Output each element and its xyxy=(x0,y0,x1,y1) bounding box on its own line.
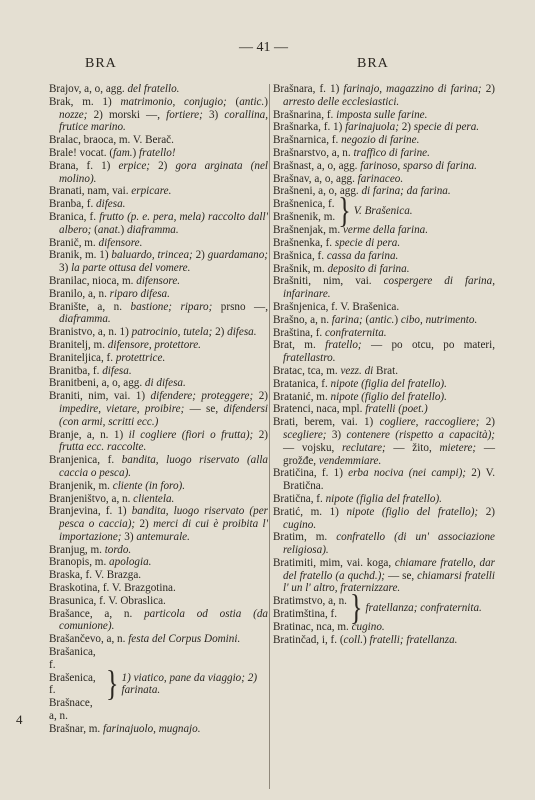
entry-text: ) xyxy=(120,223,127,236)
dictionary-entry xyxy=(49,134,268,147)
entry-text: Braska, f. V. Brazga. xyxy=(49,569,142,582)
entry-definition-italic: contenere (rispetto a capacità); xyxy=(346,428,495,441)
entry-text: Brašnica, f. xyxy=(273,249,327,262)
entry-definition-italic: verme della farina. xyxy=(342,224,429,237)
entry-text: Brašno, a, n. xyxy=(273,313,332,326)
entry-text: Branopis, m. xyxy=(49,556,110,569)
entry-definition-italic: fratello! xyxy=(139,146,176,159)
entry-text: Brašnarina, f. xyxy=(273,108,337,121)
entry-text: ) xyxy=(132,146,140,159)
dictionary-entry xyxy=(49,608,268,634)
dictionary-entry xyxy=(49,288,268,301)
dictionary-entry xyxy=(49,582,268,595)
entry-definition-italic: difendersi (con armi, scritti ecc.) xyxy=(59,402,268,428)
entry-definition-italic: vendemmiare. xyxy=(318,454,382,467)
entry-text: Branik, m. 1) xyxy=(49,249,112,262)
entry-definition-italic: scegliere; xyxy=(283,428,327,441)
entry-text: Bratanić, m. xyxy=(273,390,331,403)
dictionary-entry xyxy=(49,339,268,352)
dictionary-entry xyxy=(49,377,268,390)
entry-definition-italic: antic. xyxy=(239,95,265,108)
entry-text: Brašnar, m. xyxy=(49,722,104,735)
entry-text: Branjug, m. xyxy=(49,543,105,556)
entry-definition-italic: di farina; da farina. xyxy=(361,185,451,198)
entry-text: Bratanica, f. xyxy=(273,377,331,390)
entry-text: Braniti, nim, vai. 1) xyxy=(49,390,151,403)
dictionary-entry xyxy=(49,96,268,134)
entry-definition-italic: cogliere, raccogliere; xyxy=(379,416,480,429)
dictionary-entry xyxy=(49,301,268,327)
dictionary-entry xyxy=(273,365,495,378)
entry-text: Bratinac, nca, m. xyxy=(273,621,352,634)
left-column xyxy=(49,83,268,736)
entry-definition-italic: farinajuola; xyxy=(345,121,399,134)
entry-definition-italic: fratellastro. xyxy=(283,352,336,365)
dictionary-entry xyxy=(273,403,495,416)
entry-text: — se, xyxy=(184,402,224,415)
entry-text: Bratac, tca, m. xyxy=(273,364,341,377)
entry-text: 2) xyxy=(479,416,495,429)
entry-definition-italic: corallina, frutice marino. xyxy=(59,108,268,134)
entry-text: Brašnast, a, o, agg. xyxy=(273,159,361,172)
entry-text: Bratić, m. 1) xyxy=(273,505,347,518)
entry-text: ( xyxy=(91,223,98,236)
entry-definition-italic: specie di pera. xyxy=(413,121,480,134)
entry-text: Brašneni, a, o, agg. xyxy=(273,185,362,198)
dictionary-entry xyxy=(273,391,495,404)
entry-text: Brašnenjak, m. xyxy=(273,224,343,237)
entry-text: Branitbeni, a, o, agg. xyxy=(49,377,145,390)
entry-text: Branistvo, a, n. 1) xyxy=(49,326,132,339)
dictionary-entry xyxy=(49,505,268,543)
entry-definition-italic: difensore, protettore. xyxy=(107,338,201,351)
entry-definition-italic: deposito di farina. xyxy=(327,262,410,275)
entry-text: ( xyxy=(362,313,370,326)
entry-text: Braskotina, f. V. Brazgotina. xyxy=(49,582,176,595)
entry-text: Branati, nam, vai. xyxy=(49,185,132,198)
dictionary-entry xyxy=(273,621,495,634)
entry-headword: Brašnenica, f. xyxy=(273,198,335,211)
entry-text: 3) xyxy=(202,108,225,121)
entry-text: 2) xyxy=(481,83,495,95)
dictionary-entry xyxy=(49,326,268,339)
entry-definition-italic: nozze; xyxy=(59,108,88,121)
dictionary-entry xyxy=(273,109,495,122)
brace-symbol: } xyxy=(338,190,351,231)
entry-definition-italic: diaframma. xyxy=(59,313,111,326)
dictionary-entry xyxy=(49,556,268,569)
entry-definition-italic: tordo. xyxy=(104,543,132,556)
entry-headword: Bratimstvo, a, n. xyxy=(273,595,347,608)
entry-definition-italic: difensore. xyxy=(136,274,181,287)
entry-text: Branitba, f. xyxy=(49,364,103,377)
entry-text: 2) xyxy=(478,505,496,518)
entry-text: Brajov, a, o, agg. xyxy=(49,83,128,95)
entry-definition-italic: frutta ecc. raccolte. xyxy=(59,441,147,454)
entry-definition-italic: cliente (in foro). xyxy=(112,479,186,492)
entry-text: Bratična, f. xyxy=(273,492,326,505)
dictionary-entry xyxy=(49,160,268,186)
entry-definition-italic: diaframma. xyxy=(126,223,179,236)
entry-definition-italic: bandita, luogo riservato (per pesca o caccia); xyxy=(59,505,268,531)
dictionary-entry xyxy=(49,429,268,455)
entry-text: Branilo, a, n. xyxy=(49,287,110,300)
dictionary-entry xyxy=(49,633,268,646)
entry-text: Braniteljica, f. xyxy=(49,351,116,364)
dictionary-entry xyxy=(273,467,495,493)
entry-text: Branitelj, m. xyxy=(49,338,108,351)
dictionary-entry xyxy=(49,249,268,275)
entry-text: — po otcu, po materi, xyxy=(361,339,495,352)
entry-text: Brašniti, nim, vai. xyxy=(273,275,384,288)
group-definition: V. Brašenica. xyxy=(353,204,413,217)
entry-text: 2) xyxy=(253,428,268,441)
entry-text: Bratim, m. xyxy=(273,531,337,544)
entry-definition-italic: farinoso, sparso di farina. xyxy=(360,159,477,172)
entry-text: — vojsku, xyxy=(283,441,343,454)
dictionary-entry xyxy=(49,83,268,96)
group-definition: fratellanza; confraternita. xyxy=(365,601,482,614)
entry-text: 2) V. Bratična. xyxy=(283,467,495,493)
entry-text: Brak, m. 1) xyxy=(49,95,121,108)
dictionary-entry xyxy=(273,327,495,340)
entry-text: Brat, m. xyxy=(273,339,326,352)
entry-text: Brašnarnica, f. xyxy=(273,134,342,147)
entry-definition-italic: farinajuolo, mugnajo. xyxy=(103,722,201,735)
entry-text: ( xyxy=(226,95,240,108)
dictionary-entry xyxy=(273,160,495,173)
entry-definition-italic: baluardo, trincea; xyxy=(111,249,193,262)
entry-text: Braština, f. xyxy=(273,326,325,339)
dictionary-entry xyxy=(273,134,495,147)
entry-text: Bratinčad, i, f. ( xyxy=(273,634,344,647)
entry-text: Brašnik, m. xyxy=(273,262,328,275)
brace-symbol: } xyxy=(349,587,363,628)
entry-text: 3) xyxy=(326,428,347,441)
dictionary-entry xyxy=(273,531,495,557)
entry-definition-italic: difesa. xyxy=(227,326,257,339)
entry-definition-italic: traffico di farine. xyxy=(353,146,430,159)
dictionary-entry xyxy=(273,557,495,595)
dictionary-entry xyxy=(49,198,268,211)
dictionary-entry xyxy=(49,275,268,288)
entry-definition-italic: del fratello. xyxy=(127,83,180,95)
entry-text: Branjeništvo, a, n. xyxy=(49,492,134,505)
right-column xyxy=(273,83,495,647)
entry-definition-italic: fratelli; fratellanza. xyxy=(369,634,458,647)
entry-text: 2) xyxy=(192,249,208,262)
dictionary-entry xyxy=(49,454,268,480)
entry-definition-italic: particola od ostia (da comunione). xyxy=(59,607,268,633)
entry-text: Branjenica, f. xyxy=(49,454,122,467)
entry-text: Brašnav, a, o, agg. xyxy=(273,172,358,185)
dictionary-entry xyxy=(273,493,495,506)
entry-definition-italic: chiamare fratello, dar del fratello (a quchd.); xyxy=(283,556,496,582)
entry-text: Bratimiti, mim, vai. koga, xyxy=(273,556,395,569)
entry-definition-italic: fratelli (poet.) xyxy=(365,403,428,416)
entry-definition-italic: impedire, vietare, proibire; xyxy=(59,402,185,415)
entry-definition-italic: nipote (figlia del fratello). xyxy=(325,492,442,505)
dictionary-entry xyxy=(273,121,495,134)
entry-text: 3) xyxy=(121,530,137,543)
entry-text: Branba, f. xyxy=(49,198,97,211)
entry-text: Brana, f. 1) xyxy=(49,159,119,172)
entry-definition-italic: anat. xyxy=(97,223,121,236)
entry-text: Brašance, a, n. xyxy=(49,607,145,620)
entry-text: Bralac, braoca, m. V. Berač. xyxy=(49,134,174,147)
dictionary-entry xyxy=(273,416,495,467)
margin-number: 4 xyxy=(16,712,23,727)
entry-text: 3) xyxy=(59,262,72,275)
entry-definition-italic: apologia. xyxy=(109,556,152,569)
dictionary-entry xyxy=(273,263,495,276)
entry-text: 2) xyxy=(398,121,414,134)
entry-definition-italic: vezz. di xyxy=(340,364,374,377)
entry-text: ) xyxy=(363,634,370,647)
entry-definition-italic: bandita, luogo riservato (alla caccia o pesca). xyxy=(59,454,268,479)
entry-definition-italic: gora arginata (nel molino). xyxy=(59,159,268,185)
entry-definition-italic: cospergere di farina, infarinare. xyxy=(283,275,495,301)
dictionary-entry xyxy=(49,480,268,493)
entry-definition-italic: difesa. xyxy=(96,198,126,211)
entry-headword: Brašnenik, m. xyxy=(273,211,336,224)
entry-headword: Bratimština, f. xyxy=(273,608,338,621)
dictionary-entry xyxy=(273,224,495,237)
entry-headword: Brašnace, a, n. xyxy=(49,697,93,723)
entry-text: Branilac, nioca, m. xyxy=(49,274,137,287)
entry-definition-italic: antemurale. xyxy=(136,530,190,543)
entry-text: Brašnenka, f. xyxy=(273,236,335,249)
entry-text: prsno —, xyxy=(212,300,268,313)
entry-text: Branje, a, n. 1) xyxy=(49,428,129,441)
entry-definition-italic: di difesa. xyxy=(144,377,186,390)
dictionary-entry xyxy=(273,185,495,198)
entry-definition-italic: coll. xyxy=(343,634,364,647)
entry-text: ) xyxy=(264,95,268,108)
entry-definition-italic: cassa da farina. xyxy=(326,249,399,262)
entry-definition-italic: difendere; proteggere; xyxy=(150,390,254,403)
entry-text: Brasunica, f. V. Obraslica. xyxy=(49,594,166,607)
entry-definition-italic: erba nociva (nei campi); xyxy=(348,467,467,480)
entry-definition-italic: guardamano; xyxy=(207,249,268,262)
dictionary-entry xyxy=(49,493,268,506)
entry-definition-italic: difesa. xyxy=(102,364,132,377)
entry-definition-italic: fam. xyxy=(113,146,133,159)
dictionary-entry xyxy=(49,569,268,582)
entry-text: Brašnjenica, f. V. Brašenica. xyxy=(273,300,400,313)
entry-definition-italic: nipote (figlio del fratello); xyxy=(346,505,479,518)
entry-definition-italic: erpicare. xyxy=(131,185,172,198)
column-divider xyxy=(269,84,270,789)
entry-text: Branica, f. xyxy=(49,210,100,223)
entry-text: Brašnara, f. 1) xyxy=(273,83,344,95)
brace-symbol: } xyxy=(106,663,119,705)
entry-text: — žito, xyxy=(385,441,440,454)
entry-definition-italic: protettrice. xyxy=(115,351,166,364)
entry-text: Branjenik, m. xyxy=(49,479,113,492)
dictionary-entry xyxy=(49,365,268,378)
entry-text: 2) morski —, xyxy=(87,108,167,121)
entry-text: Brašnarstvo, a, n. xyxy=(273,146,354,159)
entry-definition-italic: chiamarsi fratelli l' un l' altro, fraternizzare. xyxy=(283,569,495,595)
dictionary-entry xyxy=(273,173,495,186)
dictionary-entry xyxy=(273,339,495,365)
entry-definition-italic: festa del Corpus Domini. xyxy=(128,633,241,646)
entry-definition-italic: patrocinio, tutela; xyxy=(131,326,213,339)
entry-definition-italic: cugino. xyxy=(351,621,385,634)
dictionary-entry xyxy=(49,352,268,365)
entry-definition-italic: antic. xyxy=(369,313,395,326)
entry-text: Brašnarka, f. 1) xyxy=(273,121,346,134)
braced-entry-group xyxy=(49,646,268,723)
entry-text: Brat. xyxy=(373,364,398,377)
dictionary-entry xyxy=(49,147,268,160)
dictionary-entry xyxy=(49,237,268,250)
dictionary-entry xyxy=(273,506,495,532)
entry-definition-italic: frutto (p. e. pera, mela) raccolto dall' albero; xyxy=(59,210,268,236)
dictionary-entry xyxy=(49,211,268,237)
entry-definition-italic: negozio di farine. xyxy=(341,134,420,147)
dictionary-entry xyxy=(273,275,495,301)
entry-definition-italic: bastione; riparo; xyxy=(130,300,213,313)
entry-definition-italic: confratello (di un' associazione religiosa). xyxy=(283,531,495,557)
entry-definition-italic: cibo, nutrimento. xyxy=(400,313,478,326)
entry-text: Bratenci, naca, mpl. xyxy=(273,403,366,416)
entry-definition-italic: reclutare; xyxy=(342,441,386,454)
entry-definition-italic: la parte ottusa del vomere. xyxy=(71,262,191,275)
page-number: — 41 — xyxy=(239,40,288,55)
entry-definition-italic: merci di cui è proibita l' importazione; xyxy=(59,518,268,543)
entry-text: 2) xyxy=(135,518,154,531)
entry-text: — grožđe, xyxy=(283,441,495,467)
entry-text: — se, xyxy=(385,569,418,582)
dictionary-entry xyxy=(273,83,495,109)
entry-definition-italic: specie di pera. xyxy=(334,236,401,249)
dictionary-entry xyxy=(273,314,495,327)
entry-definition-italic: il cogliere (fiori o frutta); xyxy=(128,428,254,441)
entry-text: Brati, berem, vai. 1) xyxy=(273,416,380,429)
entry-definition-italic: nipote (figlio del fratello). xyxy=(330,390,447,403)
header-right-guideword: BRA xyxy=(357,56,389,71)
dictionary-entry xyxy=(49,723,268,736)
running-header xyxy=(0,40,535,71)
group-definition: 1) viatico, pane da viaggio; 2) farinata. xyxy=(121,671,258,697)
entry-definition-italic: fortiere; xyxy=(166,108,203,121)
entry-definition-italic: riparo difesa. xyxy=(109,287,170,300)
entry-text: Branič, m. xyxy=(49,236,99,249)
entry-definition-italic: farinaceo. xyxy=(357,172,404,185)
entry-definition-italic: cugino. xyxy=(283,518,317,531)
entry-definition-italic: matrimonio, conjugio; xyxy=(120,95,227,108)
dictionary-entry xyxy=(273,237,495,250)
dictionary-entry xyxy=(273,301,495,314)
entry-text: Brašančevo, a, n. xyxy=(49,633,129,646)
entry-definition-italic: clientela. xyxy=(133,492,175,505)
header-left-guideword: BRA xyxy=(85,56,117,71)
entry-text: ) xyxy=(394,313,401,326)
dictionary-entry xyxy=(273,378,495,391)
entry-definition-italic: imposta sulle farine. xyxy=(336,108,428,121)
entry-definition-italic: erpice; xyxy=(118,159,150,172)
entry-definition-italic: arresto delle ecclesiastici. xyxy=(283,95,400,108)
dictionary-entry xyxy=(49,390,268,428)
entry-definition-italic: farinajo, magazzino di farina; xyxy=(343,83,482,95)
entry-text: 2) xyxy=(253,390,268,403)
entry-definition-italic: confraternita. xyxy=(324,326,387,339)
entry-definition-italic: nipote (figlia del fratello). xyxy=(330,377,447,390)
dictionary-entry xyxy=(273,634,495,647)
entry-headword: Brašanica, f. xyxy=(49,646,96,671)
entry-definition-italic: mietere; xyxy=(439,441,477,454)
dictionary-entry xyxy=(49,185,268,198)
entry-text: 2) xyxy=(150,159,176,172)
dictionary-entry xyxy=(273,147,495,160)
dictionary-entry xyxy=(273,250,495,263)
dictionary-entry xyxy=(49,595,268,608)
entry-headword: Brašenica, f. xyxy=(49,671,96,697)
entry-definition-italic: farina; xyxy=(331,313,363,326)
entry-text: 2) xyxy=(212,326,228,339)
entry-text: Branjevina, f. 1) xyxy=(49,505,132,518)
dictionary-entry xyxy=(49,544,268,557)
entry-text: Branište, a, n. xyxy=(49,300,131,313)
entry-text: Brale! vocat. ( xyxy=(49,146,114,159)
entry-text: Bratičina, f. 1) xyxy=(273,467,349,480)
entry-definition-italic: fratello; xyxy=(325,339,362,352)
entry-definition-italic: difensore. xyxy=(98,236,143,249)
